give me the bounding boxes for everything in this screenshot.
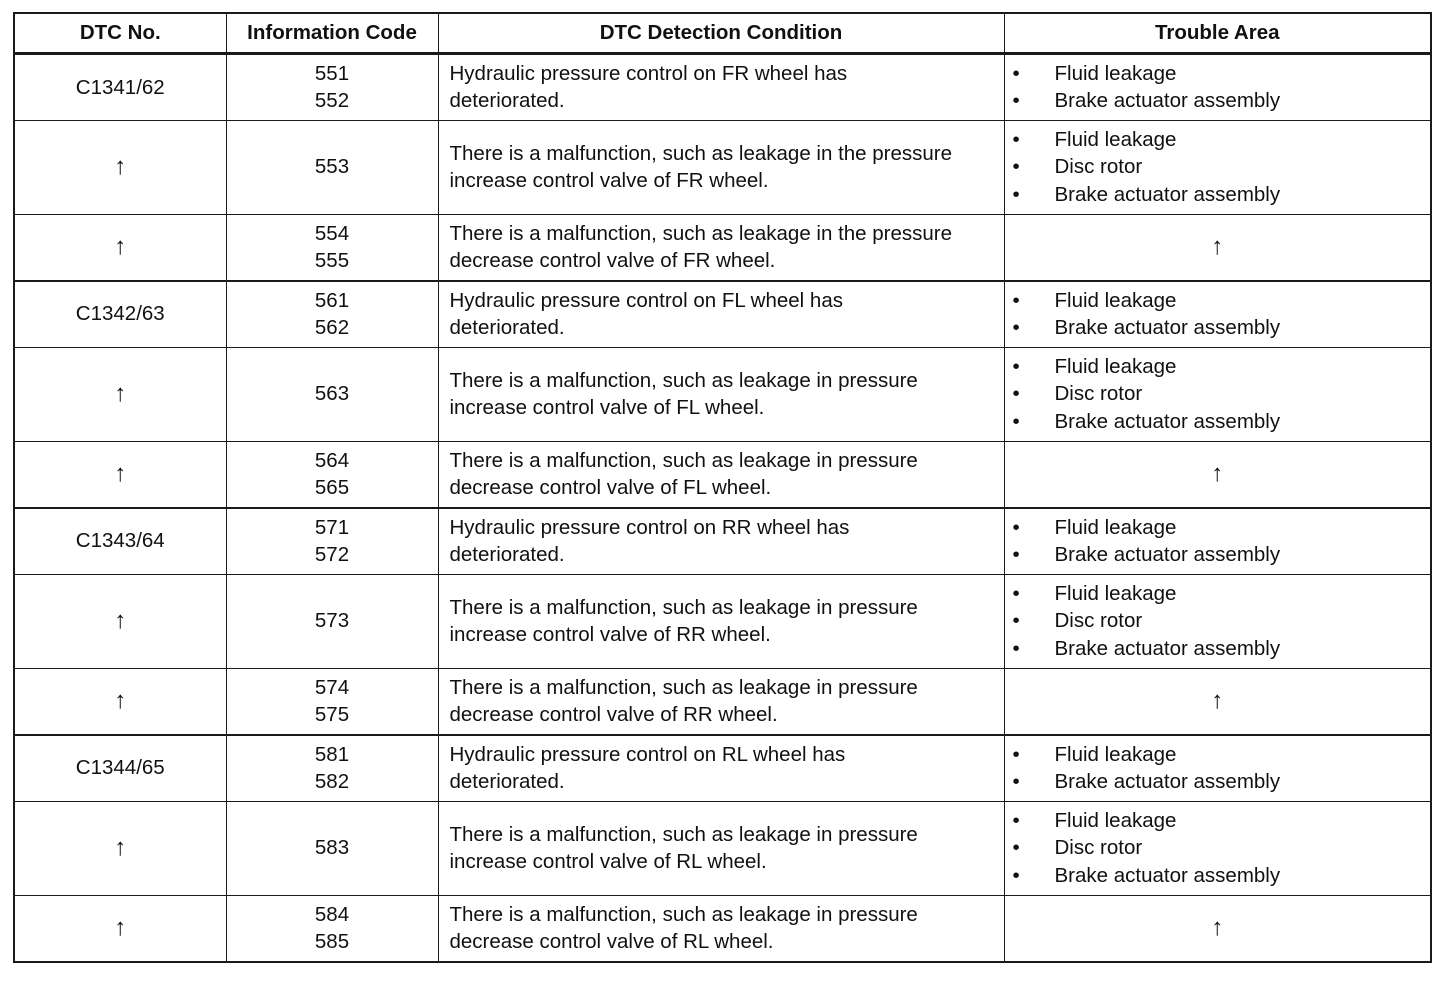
- trouble-area-item: [1013, 181, 1431, 209]
- information-code-cell: [226, 801, 438, 895]
- bullet-icon: •: [1012, 770, 1020, 793]
- information-code-cell: [226, 120, 438, 214]
- trouble-area-text: Fluid leakage: [1054, 127, 1177, 151]
- detection-condition-cell: [438, 120, 1004, 214]
- table-row: [14, 214, 1431, 281]
- table-row: [14, 281, 1431, 348]
- trouble-area-item: [1013, 635, 1431, 663]
- trouble-area-item: [1013, 580, 1431, 608]
- trouble-area-text: Brake actuator assembly: [1054, 89, 1281, 113]
- trouble-area-cell: [1004, 347, 1431, 441]
- trouble-area-text: Disc rotor: [1054, 609, 1143, 633]
- detection-condition-cell: [438, 574, 1004, 668]
- trouble-area-text: Brake actuator assembly: [1054, 409, 1281, 433]
- same-as-above-arrow: ↑: [1211, 686, 1224, 714]
- trouble-area-text: Fluid leakage: [1054, 354, 1177, 378]
- information-code: 585: [314, 930, 350, 953]
- information-code: 562: [314, 316, 350, 339]
- trouble-area-cell: [1004, 214, 1431, 281]
- same-as-above-arrow: ↑: [114, 379, 127, 407]
- trouble-area-cell: [1004, 54, 1431, 121]
- trouble-area-item: [1013, 87, 1431, 115]
- bullet-icon: •: [1012, 127, 1020, 151]
- information-code: 555: [314, 249, 350, 272]
- condition-text: deteriorated.: [449, 543, 565, 566]
- table-row: [14, 347, 1431, 441]
- condition-text: increase control valve of RR wheel.: [449, 623, 771, 646]
- same-as-above-arrow: ↑: [1211, 232, 1224, 260]
- dtc-number-cell: [14, 214, 226, 281]
- header-row: [14, 13, 1431, 54]
- detection-condition-cell: [438, 895, 1004, 962]
- information-code: 551: [314, 61, 350, 85]
- same-as-above-arrow: ↑: [114, 833, 127, 861]
- same-as-above-arrow: ↑: [114, 606, 127, 634]
- trouble-area-cell: [1004, 668, 1431, 735]
- bullet-icon: •: [1012, 89, 1020, 113]
- condition-text: increase control valve of FR wheel.: [449, 169, 769, 192]
- trouble-area-item: [1013, 60, 1431, 88]
- bullet-icon: •: [1012, 382, 1020, 406]
- trouble-area-cell: [1004, 574, 1431, 668]
- condition-text: Hydraulic pressure control on FL wheel has: [449, 288, 843, 312]
- information-code: 575: [314, 703, 350, 726]
- table-row: [14, 508, 1431, 575]
- information-code-cell: [226, 281, 438, 348]
- information-code-cell: [226, 735, 438, 802]
- bullet-icon: •: [1012, 409, 1020, 433]
- bullet-icon: •: [1012, 581, 1020, 605]
- trouble-area-text: Fluid leakage: [1054, 61, 1177, 85]
- trouble-area-cell: [1004, 801, 1431, 895]
- condition-text: Hydraulic pressure control on RL wheel has: [449, 742, 846, 766]
- bullet-icon: •: [1012, 515, 1020, 539]
- dtc-number-cell: [14, 735, 226, 802]
- dtc-number-cell: [14, 441, 226, 508]
- information-code-cell: [226, 214, 438, 281]
- header-dtc-no: DTC No.: [14, 13, 226, 54]
- detection-condition-cell: [438, 735, 1004, 802]
- bullet-icon: •: [1012, 155, 1020, 179]
- dtc-number-cell: [14, 508, 226, 575]
- condition-text: deteriorated.: [449, 770, 565, 793]
- information-code-cell: [226, 895, 438, 962]
- table-row: [14, 801, 1431, 895]
- trouble-area-item: [1013, 541, 1431, 569]
- condition-text: Hydraulic pressure control on FR wheel has: [449, 61, 848, 85]
- condition-text: Hydraulic pressure control on RR wheel has: [449, 515, 850, 539]
- detection-condition-cell: [438, 54, 1004, 121]
- trouble-area-item: [1013, 408, 1431, 436]
- bullet-icon: •: [1012, 863, 1020, 887]
- header-information-code: Information Code: [226, 13, 438, 54]
- bullet-icon: •: [1012, 836, 1020, 860]
- dtc-number-cell: [14, 54, 226, 121]
- bullet-icon: •: [1012, 742, 1020, 766]
- table-row: [14, 54, 1431, 121]
- dtc-number-cell: [14, 574, 226, 668]
- trouble-area-item: [1013, 514, 1431, 542]
- bullet-icon: •: [1012, 288, 1020, 312]
- trouble-area-text: Disc rotor: [1054, 382, 1143, 406]
- information-code: 572: [314, 543, 350, 566]
- dtc-code: C1344/65: [75, 756, 165, 780]
- trouble-area-text: Disc rotor: [1054, 836, 1143, 860]
- detection-condition-cell: [438, 801, 1004, 895]
- dtc-number-cell: [14, 668, 226, 735]
- condition-text: There is a malfunction, such as leakage in pressure: [449, 368, 918, 392]
- table-row: [14, 574, 1431, 668]
- condition-text: There is a malfunction, such as leakage in pressure: [449, 902, 918, 926]
- condition-text: deteriorated.: [449, 316, 565, 339]
- header-detection-condition: DTC Detection Condition: [438, 13, 1004, 54]
- same-as-above-arrow: ↑: [114, 686, 127, 714]
- dtc-number-cell: [14, 281, 226, 348]
- dtc-table-container: [13, 12, 1432, 963]
- condition-text: There is a malfunction, such as leakage in pressure: [449, 448, 918, 472]
- same-as-above-arrow: ↑: [114, 459, 127, 487]
- trouble-area-cell: [1004, 895, 1431, 962]
- same-as-above-arrow: ↑: [114, 232, 127, 260]
- detection-condition-cell: [438, 508, 1004, 575]
- trouble-area-cell: [1004, 441, 1431, 508]
- information-code-cell: [226, 54, 438, 121]
- bullet-icon: •: [1012, 808, 1020, 832]
- trouble-area-item: [1013, 153, 1431, 181]
- dtc-number-cell: [14, 801, 226, 895]
- information-code: 584: [314, 902, 350, 926]
- condition-text: decrease control valve of FL wheel.: [449, 476, 772, 499]
- table-row: [14, 668, 1431, 735]
- condition-text: increase control valve of FL wheel.: [449, 396, 765, 419]
- trouble-area-text: Brake actuator assembly: [1054, 770, 1281, 793]
- trouble-area-text: Brake actuator assembly: [1054, 543, 1281, 566]
- detection-condition-cell: [438, 214, 1004, 281]
- same-as-above-arrow: ↑: [114, 152, 127, 180]
- condition-text: decrease control valve of RL wheel.: [449, 930, 774, 953]
- table-row: [14, 441, 1431, 508]
- trouble-area-item: [1013, 126, 1431, 154]
- trouble-area-cell: [1004, 735, 1431, 802]
- information-code: 583: [314, 836, 350, 860]
- trouble-area-text: Fluid leakage: [1054, 515, 1177, 539]
- trouble-area-item: [1013, 380, 1431, 408]
- trouble-area-cell: [1004, 120, 1431, 214]
- bullet-icon: •: [1012, 182, 1020, 206]
- detection-condition-cell: [438, 441, 1004, 508]
- information-code: 582: [314, 770, 350, 793]
- information-code: 581: [314, 742, 350, 766]
- condition-text: There is a malfunction, such as leakage in pressure: [449, 675, 918, 699]
- condition-text: There is a malfunction, such as leakage in the pressure: [449, 221, 953, 245]
- condition-text: decrease control valve of FR wheel.: [449, 249, 776, 272]
- detection-condition-cell: [438, 347, 1004, 441]
- information-code: 571: [314, 515, 350, 539]
- same-as-above-arrow: ↑: [1211, 459, 1224, 487]
- table-row: [14, 735, 1431, 802]
- condition-text: There is a malfunction, such as leakage in pressure: [449, 595, 918, 619]
- bullet-icon: •: [1012, 354, 1020, 378]
- trouble-area-item: [1013, 287, 1431, 315]
- information-code: 563: [314, 382, 350, 406]
- information-code: 565: [314, 476, 350, 499]
- bullet-icon: •: [1012, 61, 1020, 85]
- bullet-icon: •: [1012, 636, 1020, 660]
- information-code-cell: [226, 574, 438, 668]
- trouble-area-text: Brake actuator assembly: [1054, 863, 1281, 887]
- trouble-area-text: Fluid leakage: [1054, 808, 1177, 832]
- information-code: 573: [314, 609, 350, 633]
- information-code: 574: [314, 675, 350, 699]
- condition-text: There is a malfunction, such as leakage in pressure: [449, 822, 918, 846]
- trouble-area-text: Fluid leakage: [1054, 288, 1177, 312]
- trouble-area-item: [1013, 834, 1431, 862]
- table-body: [14, 54, 1431, 962]
- table-row: [14, 895, 1431, 962]
- condition-text: increase control valve of RL wheel.: [449, 850, 767, 873]
- trouble-area-text: Brake actuator assembly: [1054, 316, 1281, 339]
- dtc-code: C1343/64: [75, 529, 165, 553]
- dtc-number-cell: [14, 895, 226, 962]
- bullet-icon: •: [1012, 543, 1020, 566]
- information-code-cell: [226, 668, 438, 735]
- trouble-area-text: Disc rotor: [1054, 155, 1143, 179]
- detection-condition-cell: [438, 668, 1004, 735]
- trouble-area-text: Fluid leakage: [1054, 742, 1177, 766]
- information-code: 552: [314, 89, 350, 113]
- same-as-above-arrow: ↑: [1211, 913, 1224, 941]
- bullet-icon: •: [1012, 316, 1020, 339]
- trouble-area-text: Brake actuator assembly: [1054, 636, 1281, 660]
- condition-text: There is a malfunction, such as leakage in the pressure: [449, 141, 953, 165]
- dtc-number-cell: [14, 347, 226, 441]
- header-trouble-area: Trouble Area: [1004, 13, 1431, 54]
- information-code: 553: [314, 155, 350, 179]
- trouble-area-item: [1013, 314, 1431, 342]
- trouble-area-item: [1013, 353, 1431, 381]
- information-code: 554: [314, 221, 350, 245]
- trouble-area-cell: [1004, 281, 1431, 348]
- trouble-area-text: Fluid leakage: [1054, 581, 1177, 605]
- detection-condition-cell: [438, 281, 1004, 348]
- trouble-area-cell: [1004, 508, 1431, 575]
- information-code-cell: [226, 347, 438, 441]
- condition-text: decrease control valve of RR wheel.: [449, 703, 778, 726]
- trouble-area-item: [1013, 862, 1431, 890]
- dtc-number-cell: [14, 120, 226, 214]
- information-code-cell: [226, 508, 438, 575]
- dtc-code: C1341/62: [75, 75, 165, 99]
- information-code-cell: [226, 441, 438, 508]
- dtc-code: C1342/63: [75, 302, 165, 326]
- condition-text: deteriorated.: [449, 89, 565, 113]
- trouble-area-item: [1013, 607, 1431, 635]
- trouble-area-item: [1013, 768, 1431, 796]
- table-row: [14, 120, 1431, 214]
- trouble-area-text: Brake actuator assembly: [1054, 182, 1281, 206]
- trouble-area-item: [1013, 741, 1431, 769]
- dtc-table: [13, 12, 1432, 963]
- trouble-area-item: [1013, 807, 1431, 835]
- same-as-above-arrow: ↑: [114, 913, 127, 941]
- information-code: 564: [314, 448, 350, 472]
- information-code: 561: [314, 288, 350, 312]
- bullet-icon: •: [1012, 609, 1020, 633]
